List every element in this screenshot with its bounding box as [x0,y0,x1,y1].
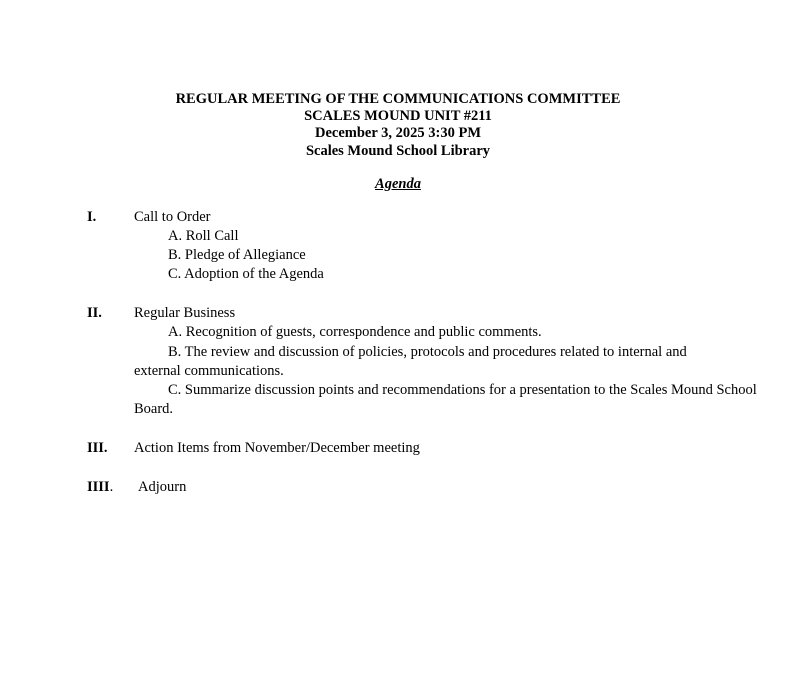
section-numeral-1: I. [87,209,97,225]
section-numeral-3: III. [87,440,108,456]
agenda-heading: Agenda [375,176,421,192]
meeting-header [0,91,796,160]
header-organization: SCALES MOUND UNIT #211 [304,108,492,125]
section-numeral-2: II. [87,305,102,321]
agenda-item-summarize-cont: Board. [134,401,174,417]
agenda-item-summarize: C. Summarize discussion points and recommendations for a presentation to the Scales Mound School [168,382,757,398]
agenda-item-pledge: B. Pledge of Allegiance [168,247,306,263]
header-title: REGULAR MEETING OF THE COMMUNICATIONS COMMITTEE [175,91,621,107]
section-numeral-4-text: IIII [87,479,110,495]
section-title-adjourn: Adjourn [138,479,187,495]
section-title-call-to-order: Call to Order [134,209,211,225]
section-numeral-4-period: . [109,479,114,495]
agenda-item-policy-review: B. The review and discussion of policies, protocols and procedures related to internal and [168,344,687,360]
section-title-action-items: Action Items from November/December meeting [134,440,420,456]
section-title-regular-business: Regular Business [134,305,236,321]
section-numeral-4 [87,478,113,497]
agenda-item-policy-review-cont: external communications. [134,363,284,379]
header-date-time: December 3, 2025 3:30 PM [314,125,482,142]
agenda-item-roll-call: A. Roll Call [168,228,239,244]
header-location: Scales Mound School Library [305,142,491,159]
agenda-item-recognition: A. Recognition of guests, correspondence and public comments. [168,324,542,340]
agenda-item-adoption: C. Adoption of the Agenda [168,266,324,282]
